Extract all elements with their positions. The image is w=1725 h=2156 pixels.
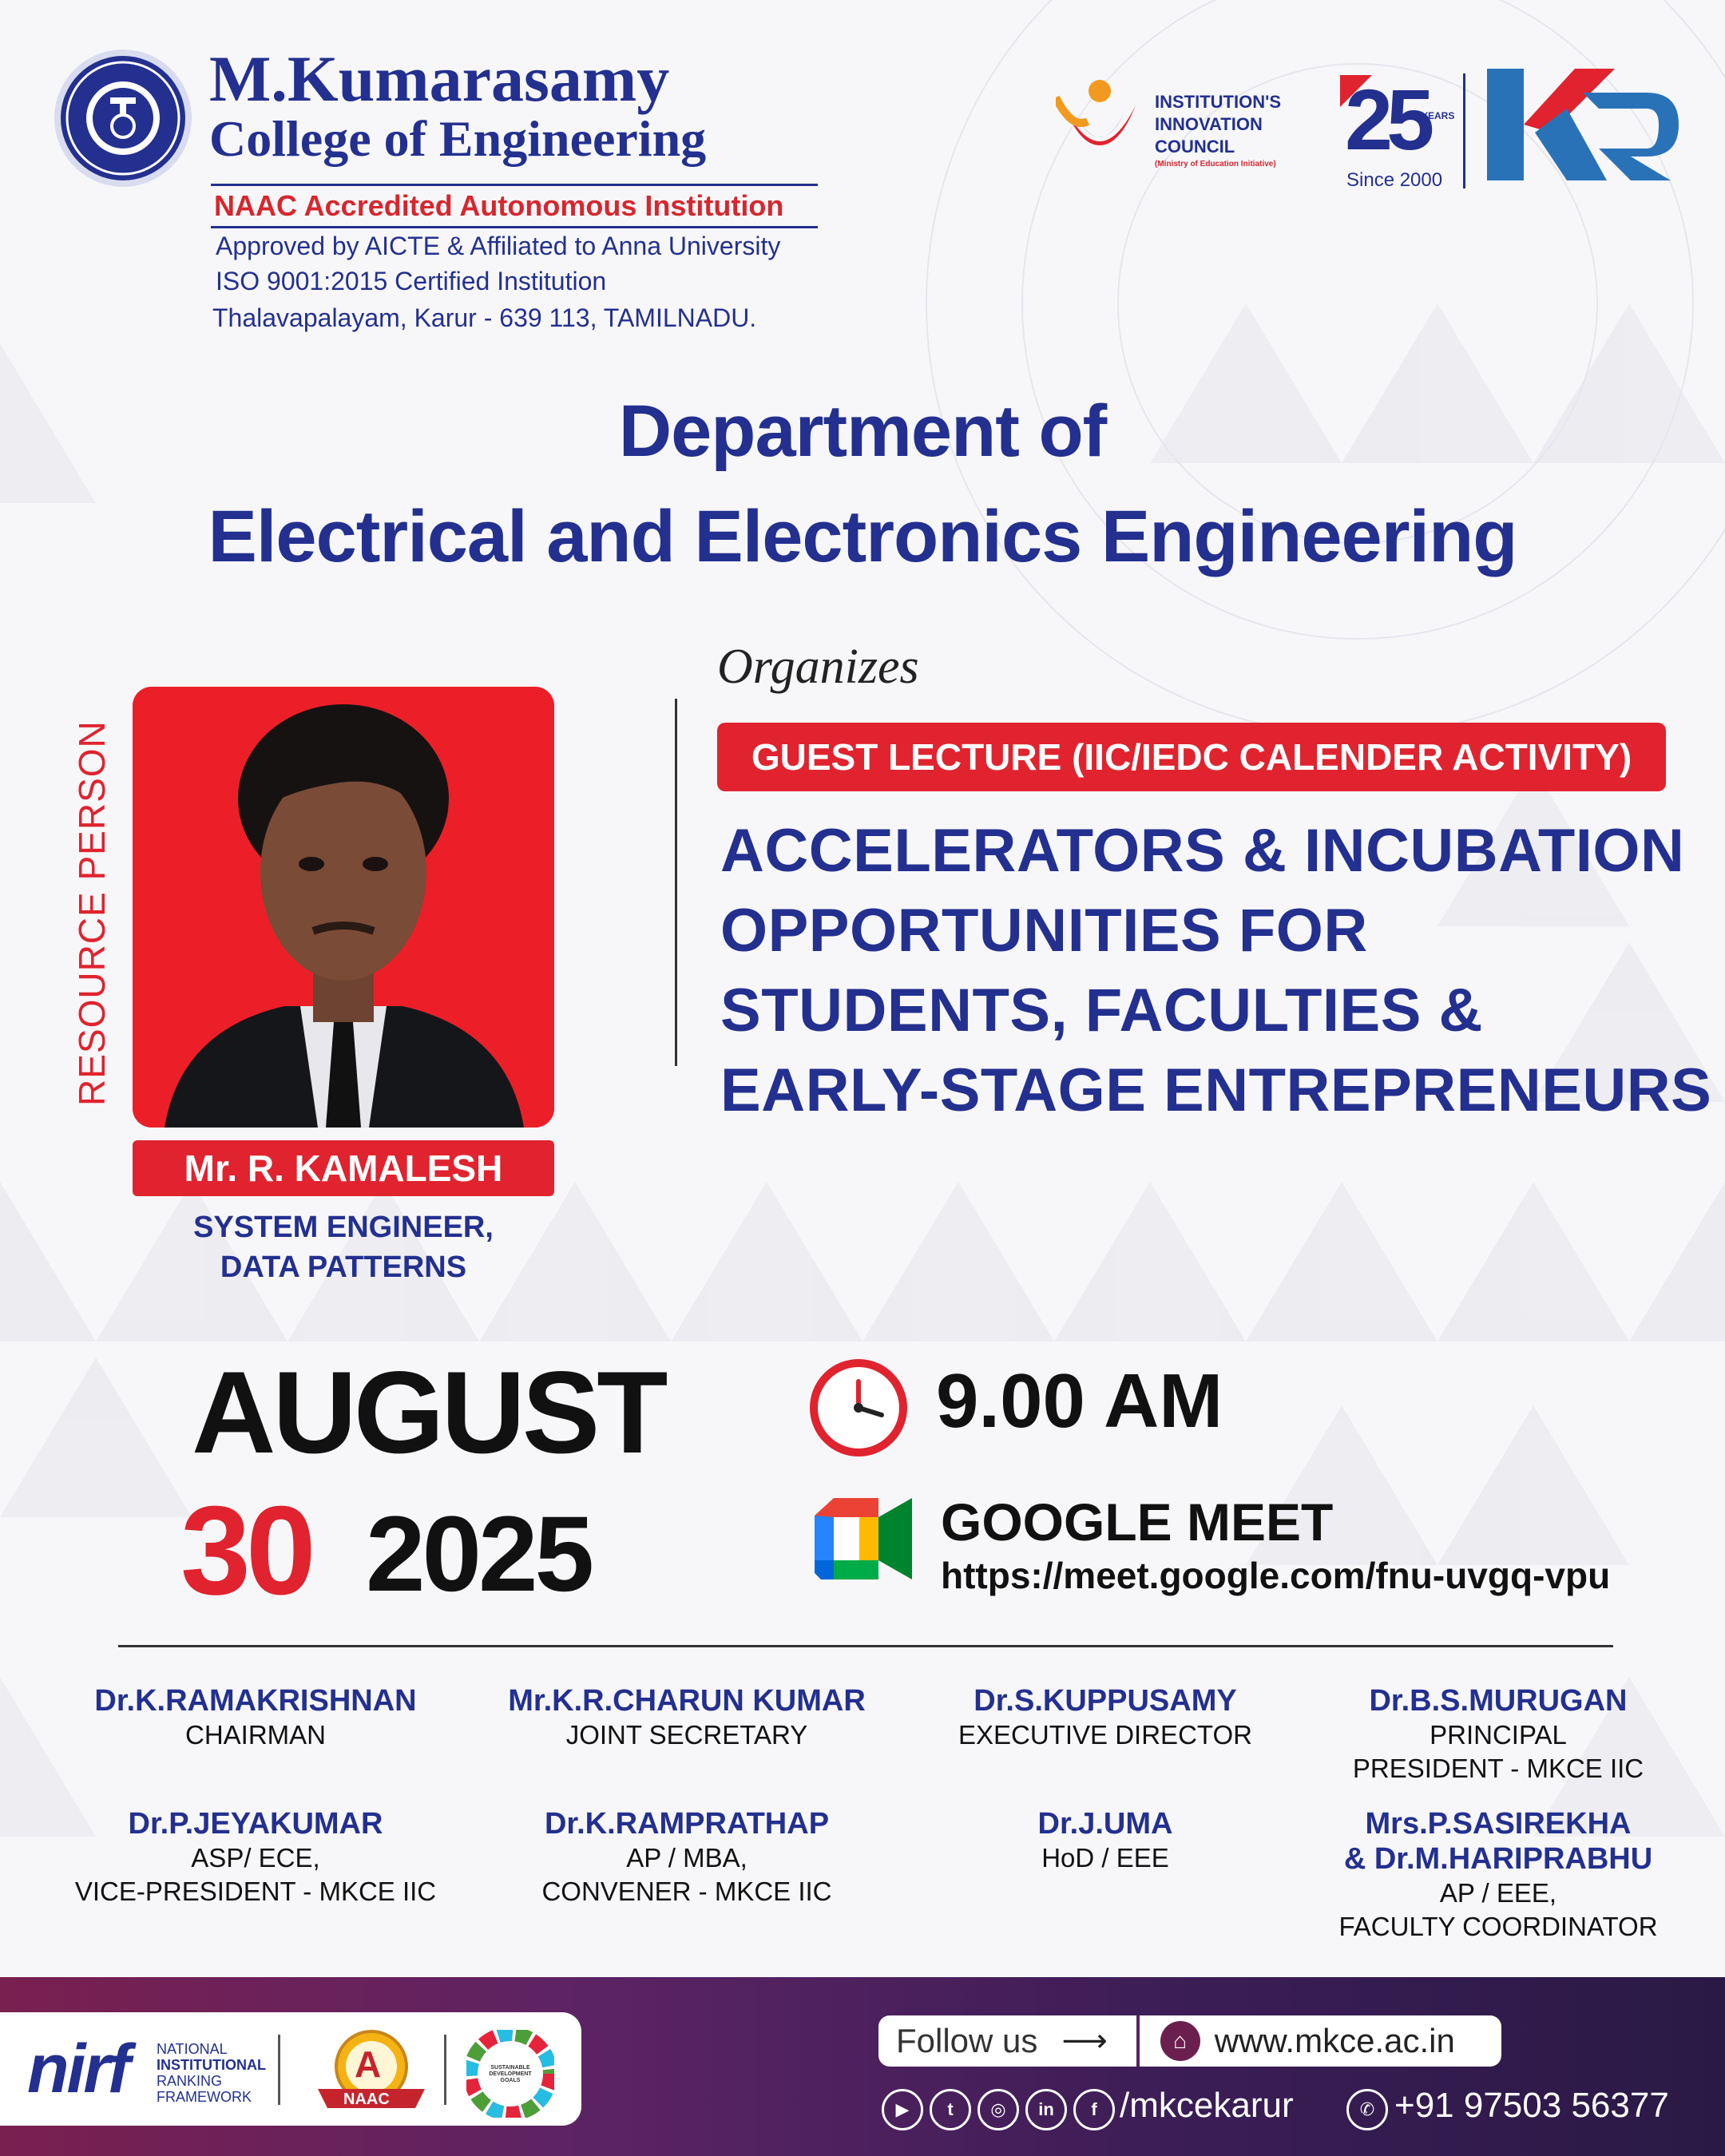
nirf-logo: nirf: [27, 2031, 129, 2107]
college-seal-logo: [54, 50, 192, 187]
event-year: 2025: [366, 1495, 592, 1614]
logo-divider: [1463, 73, 1465, 188]
iso-line: ISO 9001:2015 Certified Institution: [216, 267, 607, 295]
vertical-divider: [675, 699, 677, 1066]
website-link[interactable]: www.mkce.ac.in: [1214, 2022, 1455, 2059]
event-title-line3: STUDENTS, FACULTIES &: [720, 977, 1483, 1044]
naac-label: NAAC: [343, 2091, 390, 2108]
member-name: Dr.J.UMA: [1037, 1807, 1173, 1841]
anniversary-since: Since 2000: [1346, 169, 1443, 191]
committee-member: [40, 1683, 471, 1752]
event-day: 30: [180, 1480, 311, 1621]
linkedin-icon[interactable]: in: [1025, 2089, 1067, 2130]
facebook-icon[interactable]: f: [1073, 2089, 1115, 2130]
event-month: AUGUST: [192, 1347, 665, 1477]
accreditation-line: NAAC Accredited Autonomous Institution: [211, 184, 818, 228]
footer-logo-divider: [278, 2035, 280, 2105]
committee-member: [890, 1806, 1321, 1875]
member-name: Dr.S.KUPPUSAMY: [974, 1684, 1237, 1718]
meeting-platform: GOOGLE MEET: [941, 1492, 1334, 1552]
anniversary-years: YEARS: [1422, 110, 1455, 121]
member-name: Dr.K.RAMPRATHAP: [544, 1807, 830, 1841]
iic-logo: [1056, 73, 1144, 177]
member-role: CONVENER - MKCE IIC: [541, 1877, 832, 1906]
organizes-label: Organizes: [717, 640, 919, 694]
nirf-text-line2: INSTITUTIONAL: [157, 2057, 266, 2073]
nirf-text-line1: NATIONAL: [157, 2041, 228, 2057]
footer-logo-divider: [444, 2035, 446, 2105]
follow-us-bar[interactable]: [878, 2015, 1501, 2067]
committee-member: [890, 1683, 1321, 1752]
speaker-role-line1: SYSTEM ENGINEER,: [193, 1211, 494, 1244]
iic-text-line3: COUNCIL: [1155, 137, 1235, 157]
committee-member: [1283, 1806, 1714, 1944]
home-icon: ⌂: [1160, 2021, 1200, 2061]
sdg-logo: [466, 2030, 554, 2118]
member-name: Mrs.P.SASIREKHA: [1365, 1807, 1632, 1841]
member-role: PRINCIPAL: [1430, 1720, 1567, 1750]
iic-text-line2: INNOVATION: [1155, 114, 1263, 134]
member-role: AP / EEE,: [1439, 1878, 1557, 1908]
iic-text-line1: INSTITUTION'S: [1155, 92, 1282, 112]
event-title-line4: EARLY-STAGE ENTREPRENEURS: [720, 1056, 1712, 1124]
speaker-name-badge: Mr. R. KAMALESH: [133, 1140, 554, 1196]
arrow-right-icon: ⟶: [1061, 2023, 1108, 2059]
anniversary-number: 25: [1345, 71, 1429, 168]
phone-number[interactable]: +91 97503 56377: [1394, 2086, 1669, 2125]
committee-member: [1283, 1683, 1714, 1785]
member-role: FACULTY COORDINATOR: [1338, 1912, 1658, 1941]
follow-divider: [1136, 2015, 1140, 2067]
youtube-icon[interactable]: ▶: [882, 2089, 923, 2130]
committee-member: [471, 1683, 902, 1752]
college-name-line1: M.Kumarasamy: [209, 42, 670, 115]
instagram-icon[interactable]: ◎: [978, 2089, 1019, 2130]
member-role: JOINT SECRETARY: [565, 1720, 808, 1750]
speaker-photo: [133, 687, 554, 1128]
committee-member: [40, 1806, 471, 1908]
member-role: HoD / EEE: [1041, 1843, 1169, 1873]
member-role: PRESIDENT - MKCE IIC: [1352, 1754, 1644, 1783]
member-name: Dr.B.S.MURUGAN: [1369, 1684, 1628, 1718]
social-handle[interactable]: /mkcekarur: [1120, 2086, 1294, 2125]
phone-icon: ✆: [1346, 2089, 1388, 2130]
nirf-text: [157, 2041, 266, 2105]
meeting-link[interactable]: https://meet.google.com/fnu-uvgq-vpu: [941, 1555, 1611, 1596]
event-title-line2: OPPORTUNITIES FOR: [720, 897, 1368, 965]
college-name-line2: College of Engineering: [209, 110, 707, 167]
department-title-line1: Department of: [618, 390, 1107, 472]
event-title-line1: ACCELERATORS & INCUBATION: [720, 817, 1685, 885]
member-name: Dr.P.JEYAKUMAR: [128, 1807, 383, 1841]
kr-logo: [1487, 61, 1687, 188]
resource-person-label: RESOURCE PERSON: [71, 720, 113, 1106]
iic-subtext: (Ministry of Education Initiative): [1155, 160, 1276, 168]
sdg-label: SUSTAINABLE DEVELOPMENT GOALS: [489, 2065, 532, 2083]
naac-grade: A: [355, 2043, 382, 2085]
department-title-line2: Electrical and Electronics Engineering: [208, 496, 1517, 577]
member-role: EXECUTIVE DIRECTOR: [958, 1720, 1252, 1750]
member-role: CHAIRMAN: [184, 1720, 326, 1750]
member-role: ASP/ ECE,: [191, 1843, 320, 1873]
member-name-2: & Dr.M.HARIPRABHU: [1343, 1842, 1653, 1876]
member-role: VICE-PRESIDENT - MKCE IIC: [74, 1877, 437, 1906]
member-name: Dr.K.RAMAKRISHNAN: [94, 1684, 417, 1718]
member-role: AP / MBA,: [626, 1843, 748, 1873]
address-line: Thalavapalayam, Karur - 639 113, TAMILNADU.: [212, 303, 757, 332]
event-type-badge: GUEST LECTURE (IIC/IEDC CALENDER ACTIVITY): [717, 723, 1666, 791]
speaker-role-line2: DATA PATTERNS: [220, 1250, 467, 1284]
nirf-text-line4: FRAMEWORK: [157, 2089, 252, 2105]
clock-icon: [808, 1357, 909, 1458]
approval-line: Approved by AICTE & Affiliated to Anna University: [216, 232, 781, 260]
twitter-icon[interactable]: t: [930, 2089, 971, 2130]
member-name: Mr.K.R.CHARUN KUMAR: [508, 1684, 866, 1718]
horizontal-divider: [118, 1645, 1613, 1647]
event-time: 9.00 AM: [936, 1358, 1223, 1444]
nirf-text-line3: RANKING: [157, 2073, 223, 2089]
google-meet-icon: [815, 1498, 912, 1579]
follow-us-label: Follow us: [896, 2022, 1038, 2059]
committee-member: [471, 1806, 902, 1908]
